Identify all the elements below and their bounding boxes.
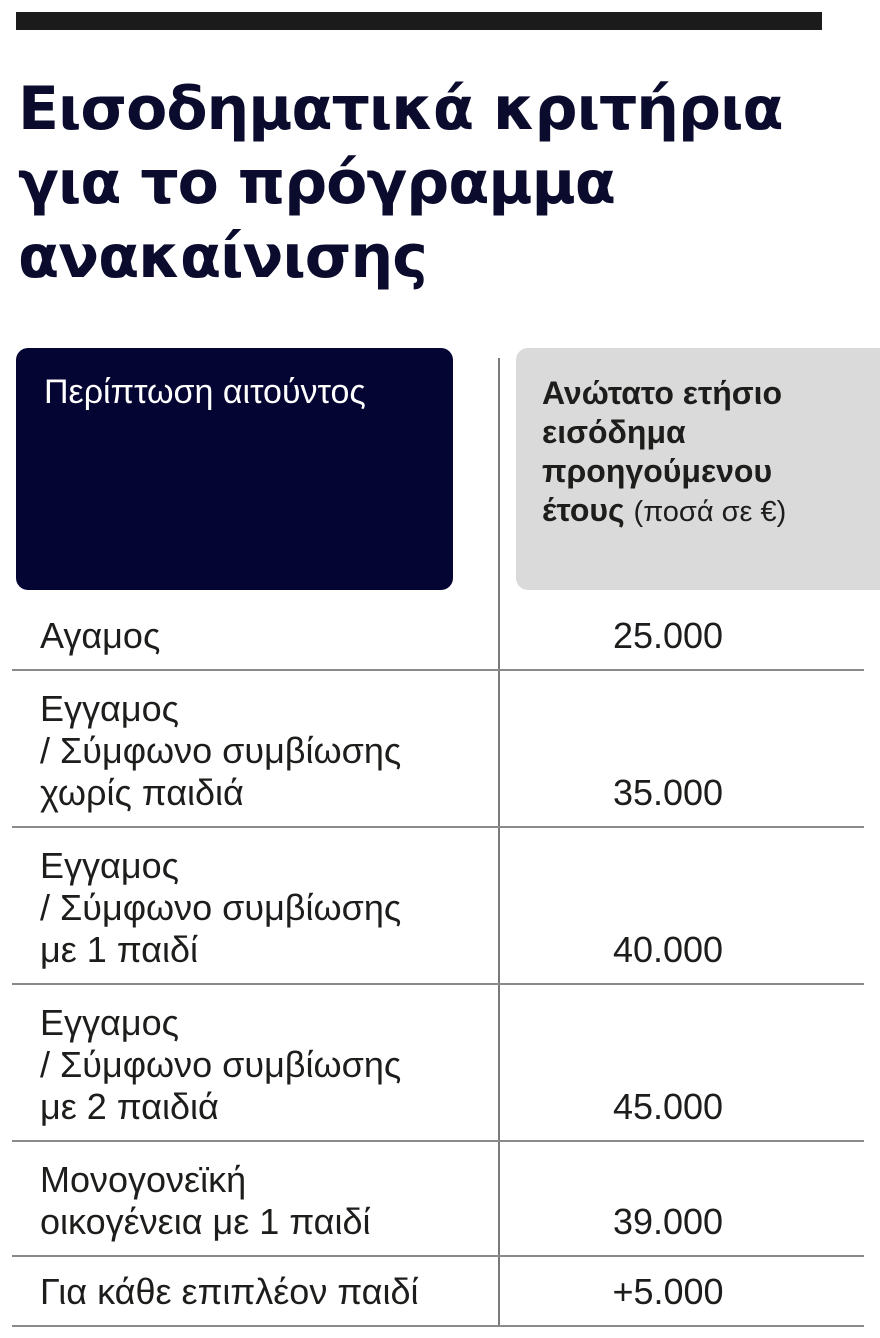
- row-label-line: / Σύμφωνο συμβίωσης: [40, 1044, 402, 1085]
- row-label-line: Εγγαμος: [40, 1002, 179, 1043]
- row-label: [40, 1159, 371, 1243]
- header-applicant-case-label: Περίπτωση αιτούντος: [44, 373, 366, 411]
- row-label: [40, 688, 401, 814]
- header-max-income: [516, 348, 880, 590]
- top-rule: [16, 12, 822, 30]
- table-row: [12, 671, 864, 828]
- row-label-line: / Σύμφωνο συμβίωσης: [40, 730, 402, 771]
- row-label-line: με 2 παιδιά: [40, 1086, 219, 1127]
- row-label-line: οικογένεια με 1 παιδί: [40, 1201, 371, 1242]
- header-max-income-line: εισόδημα: [542, 414, 686, 450]
- row-label: [40, 1002, 401, 1128]
- title-line: Εισοδηματικά κριτήρια: [18, 74, 783, 144]
- row-label: [40, 1271, 419, 1313]
- row-value: +5.000: [612, 1271, 724, 1312]
- row-label-line: / Σύμφωνο συμβίωσης: [40, 887, 402, 928]
- row-value: 25.000: [612, 615, 724, 656]
- row-label: [40, 845, 401, 971]
- row-label-line: Μονογονεϊκή: [40, 1159, 247, 1200]
- table-row: [12, 828, 864, 985]
- title-line: ανακαίνισης: [18, 222, 427, 292]
- table-row: [12, 590, 864, 671]
- row-value: 39.000: [612, 1201, 724, 1242]
- table-row: [12, 1257, 864, 1327]
- header-max-income-line: προηγούμενου: [542, 453, 773, 489]
- row-label-line: χωρίς παιδιά: [40, 772, 244, 813]
- row-label-line: με 1 παιδί: [40, 929, 198, 970]
- table-row: [12, 1142, 864, 1257]
- row-label-line: Εγγαμος: [40, 688, 179, 729]
- row-label-line: Εγγαμος: [40, 845, 179, 886]
- row-label: [40, 615, 160, 657]
- row-label-line: Για κάθε επιπλέον παιδί: [40, 1271, 419, 1312]
- header-applicant-case: [16, 348, 453, 590]
- row-value: 40.000: [612, 929, 724, 970]
- row-value: 45.000: [612, 1086, 724, 1127]
- header-unit: (ποσά σε €): [633, 496, 787, 528]
- header-max-income-line: Ανώτατο ετήσιο: [542, 375, 783, 411]
- table-row: [12, 985, 864, 1142]
- row-label-line: Αγαμος: [40, 615, 161, 656]
- row-value: 35.000: [612, 772, 724, 813]
- title-line: για το πρόγραμμα: [18, 148, 615, 218]
- page-title: [18, 72, 858, 294]
- header-max-income-line: έτους: [542, 492, 625, 528]
